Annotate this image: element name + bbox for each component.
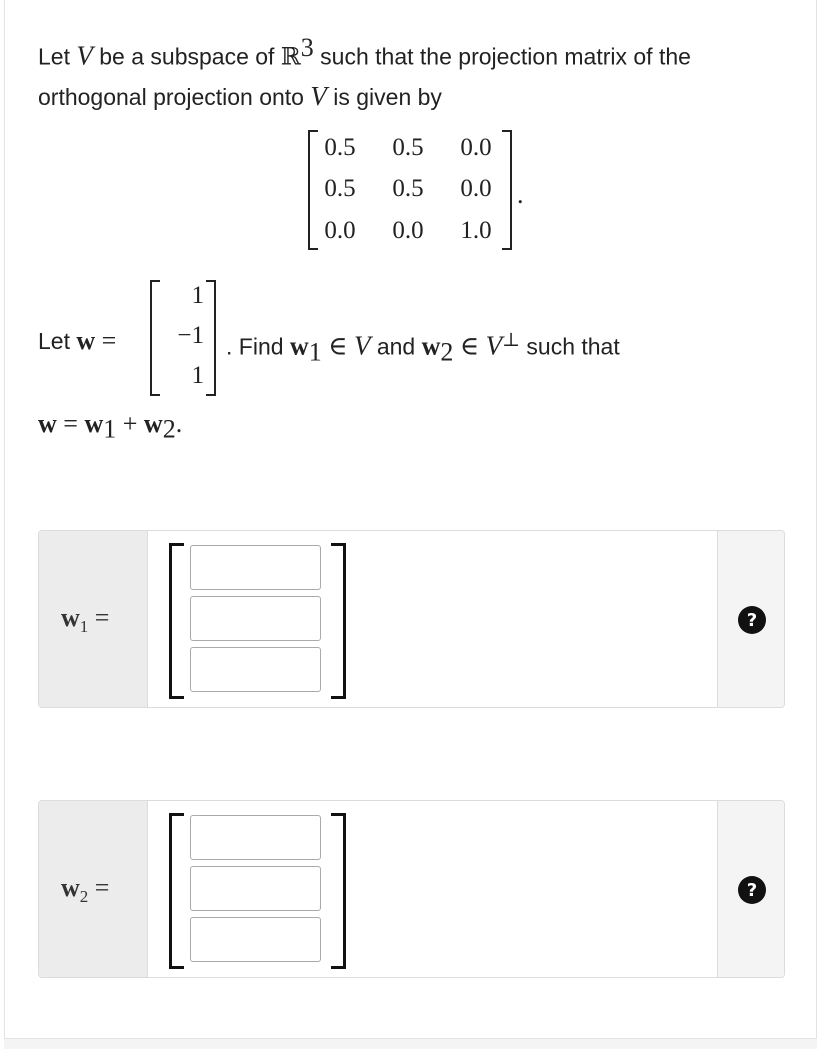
math-subscript: 1 [103,414,117,444]
math-V: V [76,40,93,71]
math-subscript: 1 [308,337,322,367]
text: such that [520,333,620,360]
math-w: w [38,409,57,438]
w2-entry-1-input[interactable] [190,815,321,860]
text: Let [38,328,77,354]
answer-label [61,603,109,637]
math-subscript: 2 [162,414,176,444]
answer-w1 [38,530,785,708]
help-icon[interactable]: ? [738,876,766,904]
math-w: w [143,409,163,438]
math-in: ∈ [453,331,486,361]
math-V: V [353,330,371,361]
find-text [226,322,620,371]
math-V: V [310,80,327,111]
vector-right-bracket [206,280,216,396]
math-subscript: 2 [79,887,89,907]
answer-label-cell [39,531,148,707]
math-w: w [421,331,441,361]
math-period: . [175,409,183,438]
math-in: ∈ [321,331,354,361]
matrix-cell: 0.0 [460,175,492,202]
matrix-cell: 0.5 [324,175,356,202]
math-exponent: 3 [300,33,314,62]
math-equals: = [88,603,110,632]
math-w: w [84,409,104,438]
answer-left-bracket [169,543,184,699]
text: is given by [326,83,442,110]
help-icon[interactable]: ? [738,606,766,634]
math-equals: = [56,409,85,438]
math-equals: = [88,873,110,902]
math-subscript: 1 [79,617,89,637]
w2-entry-3-input[interactable] [190,917,321,962]
w1-entry-2-input[interactable] [190,596,321,641]
text: Let [38,43,77,70]
w2-entry-2-input[interactable] [190,866,321,911]
vector-cell: 1 [191,282,204,309]
math-perp: ⊥ [502,330,521,351]
vector-cell: 1 [191,362,204,389]
matrix-cell: 0.5 [392,175,424,202]
answer-w2 [38,800,785,978]
math-w: w [61,603,80,632]
answer-label [61,873,109,907]
matrix-cell: 1.0 [460,217,492,244]
footer-bar [4,1038,817,1049]
math-equals: = [95,326,117,355]
help-cell [717,801,784,977]
matrix-cell: 0.5 [324,134,356,161]
w-sum-equation [38,405,182,449]
w-vector [150,280,216,396]
matrix-cell: 0.0 [392,217,424,244]
text: and [370,333,422,360]
answer-right-bracket [331,543,346,699]
math-w: w [76,326,96,355]
help-cell [717,531,784,707]
math-R: ℝ [280,42,301,71]
let-w-text [38,322,116,360]
math-plus: + [116,409,144,438]
math-w: w [289,331,309,361]
answer-left-bracket [169,813,184,969]
text: such that the projection matrix of the orthogonal projection onto [38,43,691,110]
w1-entry-3-input[interactable] [190,647,321,692]
answer-label-cell [39,801,148,977]
matrix-cell: 0.0 [460,134,492,161]
matrix-period: . [517,180,524,209]
math-subscript: 2 [440,337,454,367]
projection-matrix [308,128,512,250]
matrix-cell: 0.5 [392,134,424,161]
math-w: w [61,873,80,902]
matrix-cell: 0.0 [324,217,356,244]
w1-entry-1-input[interactable] [190,545,321,590]
math-V: V [485,330,503,361]
text: be a subspace of [92,43,281,70]
problem-statement [38,28,798,117]
answer-right-bracket [331,813,346,969]
vector-cell: −1 [177,322,204,349]
text: . Find [226,333,290,360]
